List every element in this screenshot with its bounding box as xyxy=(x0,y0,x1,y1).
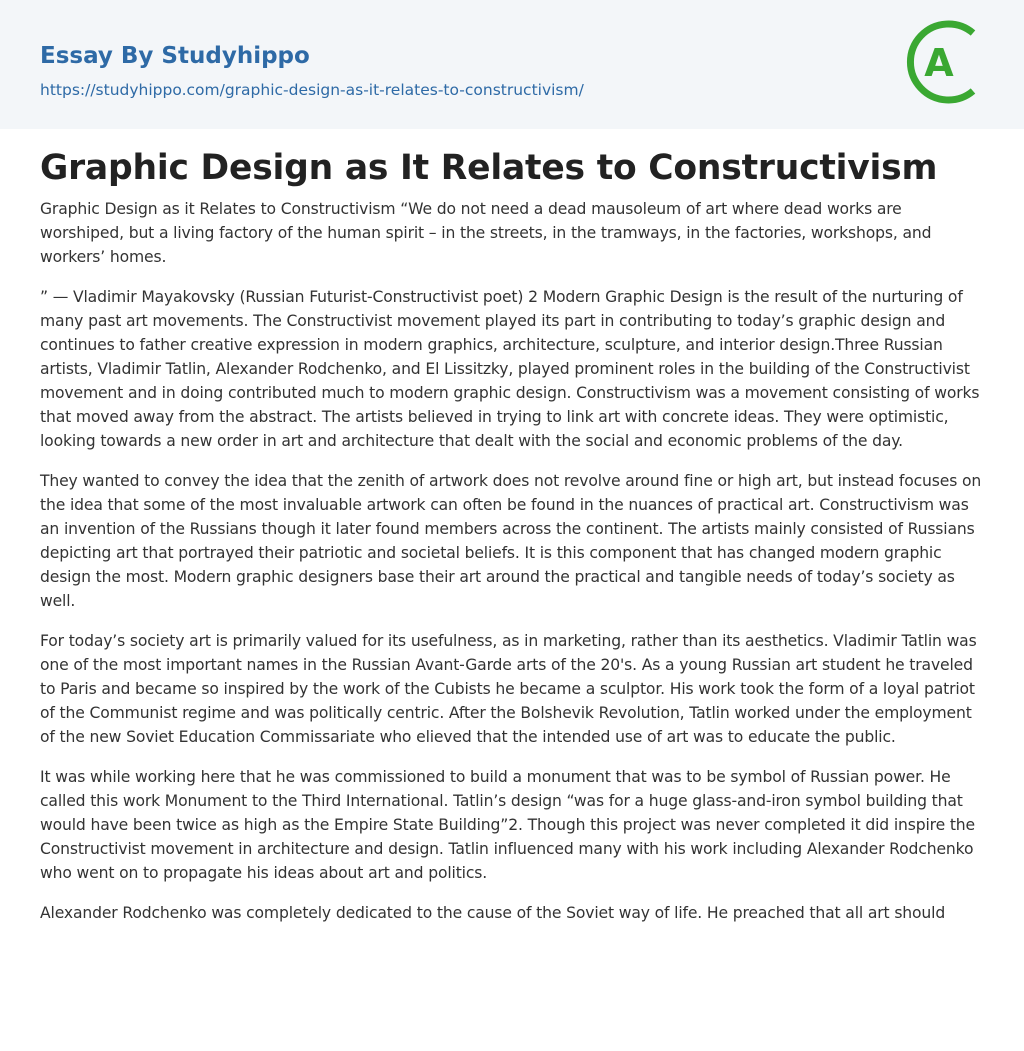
article-paragraph: Alexander Rodchenko was completely dedicated to the cause of the Soviet way of life. He preached that all art should xyxy=(40,904,946,922)
article-paragraph: ” — Vladimir Mayakovsky (Russian Futurist-Constructivist poet) 2 Modern Graphic Design is the result of the nurturing of many past art movements. The Constructivist movement played its part in contributing to today’s graphic design and continues to father creative expression in modern graphics, architecture, sculpture, and interior design.Three Russian artists, Vladimir Tatlin, Alexander Rodchenko, and El Lissitzky, played prominent roles in the building of the Constructivist movement and in doing contributed much to modern graphic design. Constructivism was a movement consisting of works that moved away from the abstract. The artists believed in trying to link art with concrete ideas. They were optimistic, looking towards a new order in art and architecture that dealt with the social and economic problems of the day. xyxy=(40,288,980,450)
article-paragraph: For today’s society art is primarily valued for its usefulness, as in marketing, rather than its aesthetics. Vladimir Tatlin was one of the most important names in the Russian Avant-Garde arts of the 20's. As a young Russian art student he traveled to Paris and became so inspired by the work of the Cubists he became a sculptor. His work took the form of a loyal patriot of the Communist regime and was politically centric. After the Bolshevik Revolution, Tatlin worked under the employment of the new Soviet Education Commissariate who elieved that the intended use of art was to educate the public. xyxy=(40,632,977,746)
logo-letter: A xyxy=(924,41,954,85)
essay-url-link[interactable]: https://studyhippo.com/graphic-design-as-it-relates-to-constructivism/ xyxy=(40,81,584,99)
brand-title: Essay By Studyhippo xyxy=(40,43,310,69)
article-paragraph: They wanted to convey the idea that the zenith of artwork does not revolve around fine or high art, but instead focuses on the idea that some of the most invaluable artwork can often be found in the nuances of practical art. Constructivism was an invention of the Russians though it later found members across the continent. The artists mainly consisted of Russians depicting art that portrayed their patriotic and societal beliefs. It is this component that has changed modern graphic design the most. Modern graphic designers base their art around the practical and tangible needs of today’s society as well. xyxy=(40,472,982,610)
article-paragraph: Graphic Design as it Relates to Constructivism “We do not need a dead mausoleum of art where dead works are worshiped, but a living factory of the human spirit – in the streets, in the tramways, in the factories, workshops, and workers’ homes. xyxy=(40,200,932,266)
article xyxy=(0,129,1024,925)
page-title: Graphic Design as It Relates to Constructivism xyxy=(40,148,938,188)
site-header xyxy=(0,0,1024,129)
studyhippo-logo-icon[interactable] xyxy=(902,20,986,104)
article-paragraph: It was while working here that he was commissioned to build a monument that was to be symbol of Russian power. He called this work Monument to the Third International. Tatlin’s design “was for a huge glass-and-iron symbol building that would have been twice as high as the Empire State Building”2. Though this project was never completed it did inspire the Constructivist movement in architecture and design. Tatlin influenced many with his work including Alexander Rodchenko who went on to propagate his ideas about art and politics. xyxy=(40,768,975,882)
